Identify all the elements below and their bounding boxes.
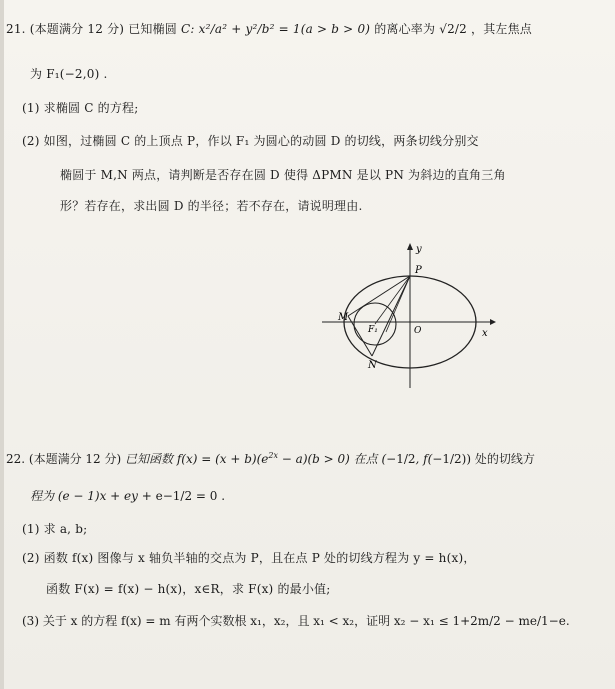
q22-tangent-line: 程为 (e − 1)x + ey + [30,489,156,503]
label-o: O [414,326,422,336]
q22-part2-line1: (2) 函数 f(x) 图像与 x 轴负半轴的交点为 P，且在点 P 处的切线方程为 y = h(x)， [22,551,476,565]
q21-eccentricity: √2/2 [439,22,467,36]
q22-stem-d: )) 处的切线方 [461,452,535,466]
q22-part2-line2: 函数 F(x) = f(x) − h(x)，x∈R，求 F(x) 的最小值; [46,582,331,596]
q22-part3-frac2: me/1−e [518,614,566,628]
q21-number: 21. [6,22,26,36]
q21-stem-a: 已知椭圆 [128,22,177,36]
label-m: M [338,312,349,323]
q21-stem-c: ，其左焦点 [471,22,533,36]
ellipse-figure [320,240,500,390]
y-arrow-icon [407,243,413,250]
q22-exponent: 2x [268,451,278,460]
label-n: N [368,360,377,371]
label-x: x [482,328,488,339]
q22-score: (本题满分 12 分) [28,452,122,466]
q22-tangent-end: = 0 . [192,489,226,503]
q22-number: 22. [6,452,26,466]
q21-stem-b: 的离心率为 [374,22,436,36]
page-edge [0,0,4,689]
q22-part3-frac1: 1+2m/2 [452,614,501,628]
q22-stem-c: , f(− [415,452,443,466]
q22-tangent-frac: e−1/2 [155,489,193,503]
q21-focus-line: 为 F₁(−2,0) . [30,67,108,81]
q21-score: (本题满分 12 分) [29,22,125,36]
q22-stem-a: 已知函数 f(x) = (x + b)(e [125,452,269,466]
x-arrow-icon [490,319,496,325]
label-f1: F₁ [368,325,378,335]
q22-half-a: 1/2 [396,452,416,466]
q22-part3-a: (3) 关于 x 的方程 f(x) = m 有两个实数根 x₁，x₂，且 x₁ < x₂，证明 x₂ − x₁ ≤ [22,614,453,628]
q22-stem-b: − a)(b > 0) 在点 (− [277,452,397,466]
q22-line2 [30,489,225,503]
q21-line1 [6,22,532,36]
q21-ellipse-equation: C: x²/a² + y²/b² = 1(a > b > 0) [181,22,371,36]
q22-part3-minus: − [500,614,519,628]
label-p: P [415,265,422,276]
q22-part3 [22,614,570,628]
label-y: y [416,244,422,255]
q21-part1: (1) 求椭圆 C 的方程; [22,101,139,115]
q21-part2-line2: 椭圆于 M,N 两点，请判断是否存在圆 D 使得 ΔPMN 是以 PN 为斜边的直角三角 [60,168,506,182]
q22-part1: (1) 求 a, b; [22,522,88,536]
q21-part2-line1: (2) 如图，过椭圆 C 的上顶点 P，作以 F₁ 为圆心的动圆 D 的切线，两条切线分别交 [22,134,479,148]
q22-part3-end: . [565,614,570,628]
q22-half-b: 1/2 [442,452,462,466]
q21-part2-line3: 形？若存在，求出圆 D 的半径；若不存在，请说明理由. [60,199,363,213]
q22-line1 [6,449,535,466]
